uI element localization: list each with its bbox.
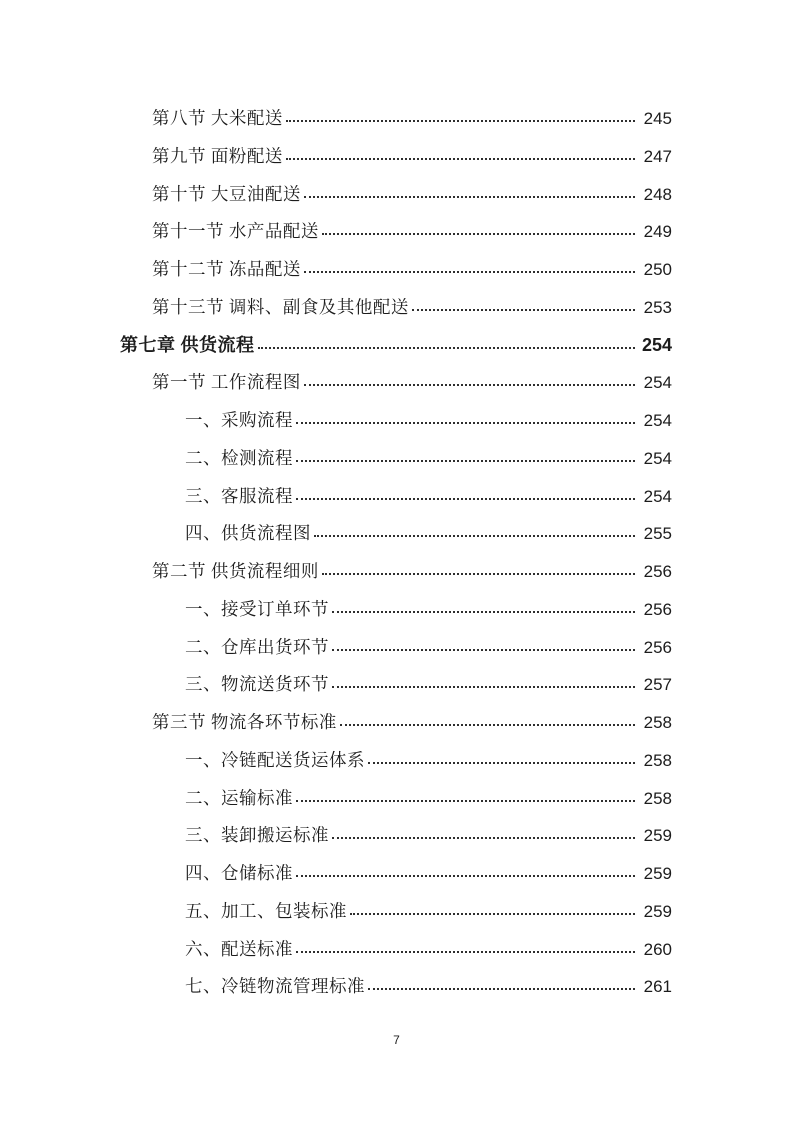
toc-entry-title[interactable]: 七、冷链物流管理标准	[185, 976, 365, 997]
toc-entry[interactable]	[185, 931, 672, 969]
toc-entry[interactable]	[152, 364, 672, 402]
toc-entry-page-number: 247	[643, 146, 672, 166]
toc-entry[interactable]	[185, 742, 672, 780]
toc-entry-title[interactable]: 六、配送标准	[185, 938, 293, 959]
dotted-leader	[296, 460, 635, 462]
toc-entry[interactable]	[152, 704, 672, 742]
toc-entry-page-number: 248	[643, 184, 672, 204]
toc-entry-page-number: 258	[643, 750, 672, 770]
dotted-leader	[286, 120, 635, 122]
toc-entry[interactable]	[185, 440, 672, 478]
toc-entry-title[interactable]: 四、仓储标准	[185, 863, 293, 883]
toc-entry[interactable]	[185, 855, 672, 893]
dotted-leader	[296, 875, 635, 877]
toc-entry-title[interactable]: 五、加工、包装标准	[185, 900, 347, 921]
toc-entry[interactable]	[152, 138, 672, 176]
dotted-leader	[286, 158, 635, 160]
toc-entry-page-number: 261	[643, 977, 672, 997]
toc-entry-title[interactable]: 一、采购流程	[185, 410, 293, 430]
toc-entry[interactable]	[185, 629, 672, 667]
dotted-leader	[332, 611, 635, 613]
toc-entry[interactable]	[185, 893, 672, 931]
toc-entry-title[interactable]: 第十节 大豆油配送	[152, 183, 301, 204]
toc-entry-title[interactable]: 三、物流送货环节	[185, 674, 329, 695]
toc-entry-title[interactable]: 二、运输标准	[185, 787, 293, 808]
dotted-leader	[332, 686, 635, 688]
toc-entry-title[interactable]: 第八节 大米配送	[152, 108, 283, 128]
toc-entry-page-number: 245	[643, 109, 672, 128]
toc-entry-page-number: 256	[643, 599, 672, 619]
toc-entry-page-number: 256	[643, 562, 672, 581]
dotted-leader	[368, 762, 635, 764]
toc-entry[interactable]	[185, 478, 672, 516]
dotted-leader	[332, 649, 635, 651]
toc-entry-title[interactable]: 第十二节 冻品配送	[152, 259, 301, 279]
dotted-leader	[332, 837, 635, 839]
toc-entry-page-number: 250	[643, 260, 672, 279]
toc-entry-title[interactable]: 第十三节 调料、副食及其他配送	[152, 296, 409, 317]
dotted-leader	[304, 196, 635, 198]
toc-entry-page-number: 259	[643, 864, 672, 883]
toc-entry-title[interactable]: 一、接受订单环节	[185, 598, 329, 619]
toc-entry-title[interactable]: 第十一节 水产品配送	[152, 221, 319, 242]
toc-entry-page-number: 254	[641, 334, 672, 355]
toc-entry[interactable]	[152, 100, 672, 138]
toc-entry-title[interactable]: 四、供货流程图	[185, 523, 311, 544]
toc-entry-title[interactable]: 第三节 物流各环节标准	[152, 712, 337, 732]
toc-entry[interactable]	[185, 515, 672, 553]
toc-entry-page-number: 259	[643, 901, 672, 921]
dotted-leader	[296, 951, 635, 953]
toc-entry-page-number: 258	[643, 713, 672, 732]
dotted-leader	[296, 498, 635, 500]
toc-entry[interactable]	[185, 402, 672, 440]
toc-entry-title[interactable]: 二、仓库出货环节	[185, 636, 329, 657]
toc-entry-page-number: 256	[643, 637, 672, 657]
toc-entry-title[interactable]: 一、冷链配送货运体系	[185, 749, 365, 770]
dotted-leader	[322, 573, 635, 575]
toc-entry-page-number: 254	[643, 373, 672, 393]
toc-entry[interactable]	[185, 817, 672, 855]
dotted-leader	[296, 800, 635, 802]
toc-entry[interactable]	[152, 553, 672, 591]
toc-entry-title[interactable]: 二、检测流程	[185, 447, 293, 468]
dotted-leader	[304, 384, 635, 386]
dotted-leader	[304, 271, 635, 273]
toc-entry[interactable]	[152, 176, 672, 214]
toc-list	[120, 100, 672, 1006]
toc-entry[interactable]	[120, 327, 672, 365]
toc-entry-page-number: 249	[643, 222, 672, 242]
dotted-leader	[314, 535, 635, 537]
toc-entry[interactable]	[185, 666, 672, 704]
toc-entry-page-number: 254	[643, 448, 672, 468]
dotted-leader	[340, 724, 635, 726]
dotted-leader	[412, 309, 635, 311]
toc-entry-page-number: 259	[643, 826, 672, 846]
dotted-leader	[296, 422, 635, 424]
dotted-leader	[368, 988, 635, 990]
toc-entry-page-number: 254	[643, 486, 672, 506]
toc-entry-title[interactable]: 第一节 工作流程图	[152, 372, 301, 393]
toc-entry-title[interactable]: 第七章 供货流程	[120, 334, 255, 355]
toc-entry[interactable]	[152, 251, 672, 289]
toc-entry-title[interactable]: 第九节 面粉配送	[152, 145, 283, 166]
toc-entry[interactable]	[185, 780, 672, 818]
dotted-leader	[258, 347, 636, 349]
toc-entry[interactable]	[185, 968, 672, 1006]
dotted-leader	[350, 913, 635, 915]
toc-entry-title[interactable]: 第二节 供货流程细则	[152, 561, 319, 581]
toc-entry-page-number: 253	[643, 297, 672, 317]
footer-page-number: 7	[393, 1033, 400, 1047]
toc-entry-page-number: 260	[643, 939, 672, 959]
toc-entry-page-number: 254	[643, 411, 672, 430]
toc-entry-page-number: 258	[643, 788, 672, 808]
toc-entry[interactable]	[185, 591, 672, 629]
toc-entry[interactable]	[152, 289, 672, 327]
toc-entry-page-number: 257	[643, 675, 672, 695]
dotted-leader	[322, 233, 635, 235]
toc-entry-title[interactable]: 三、装卸搬运标准	[185, 825, 329, 846]
toc-entry-title[interactable]: 三、客服流程	[185, 485, 293, 506]
toc-entry[interactable]	[152, 213, 672, 251]
toc-entry-page-number: 255	[643, 524, 672, 544]
